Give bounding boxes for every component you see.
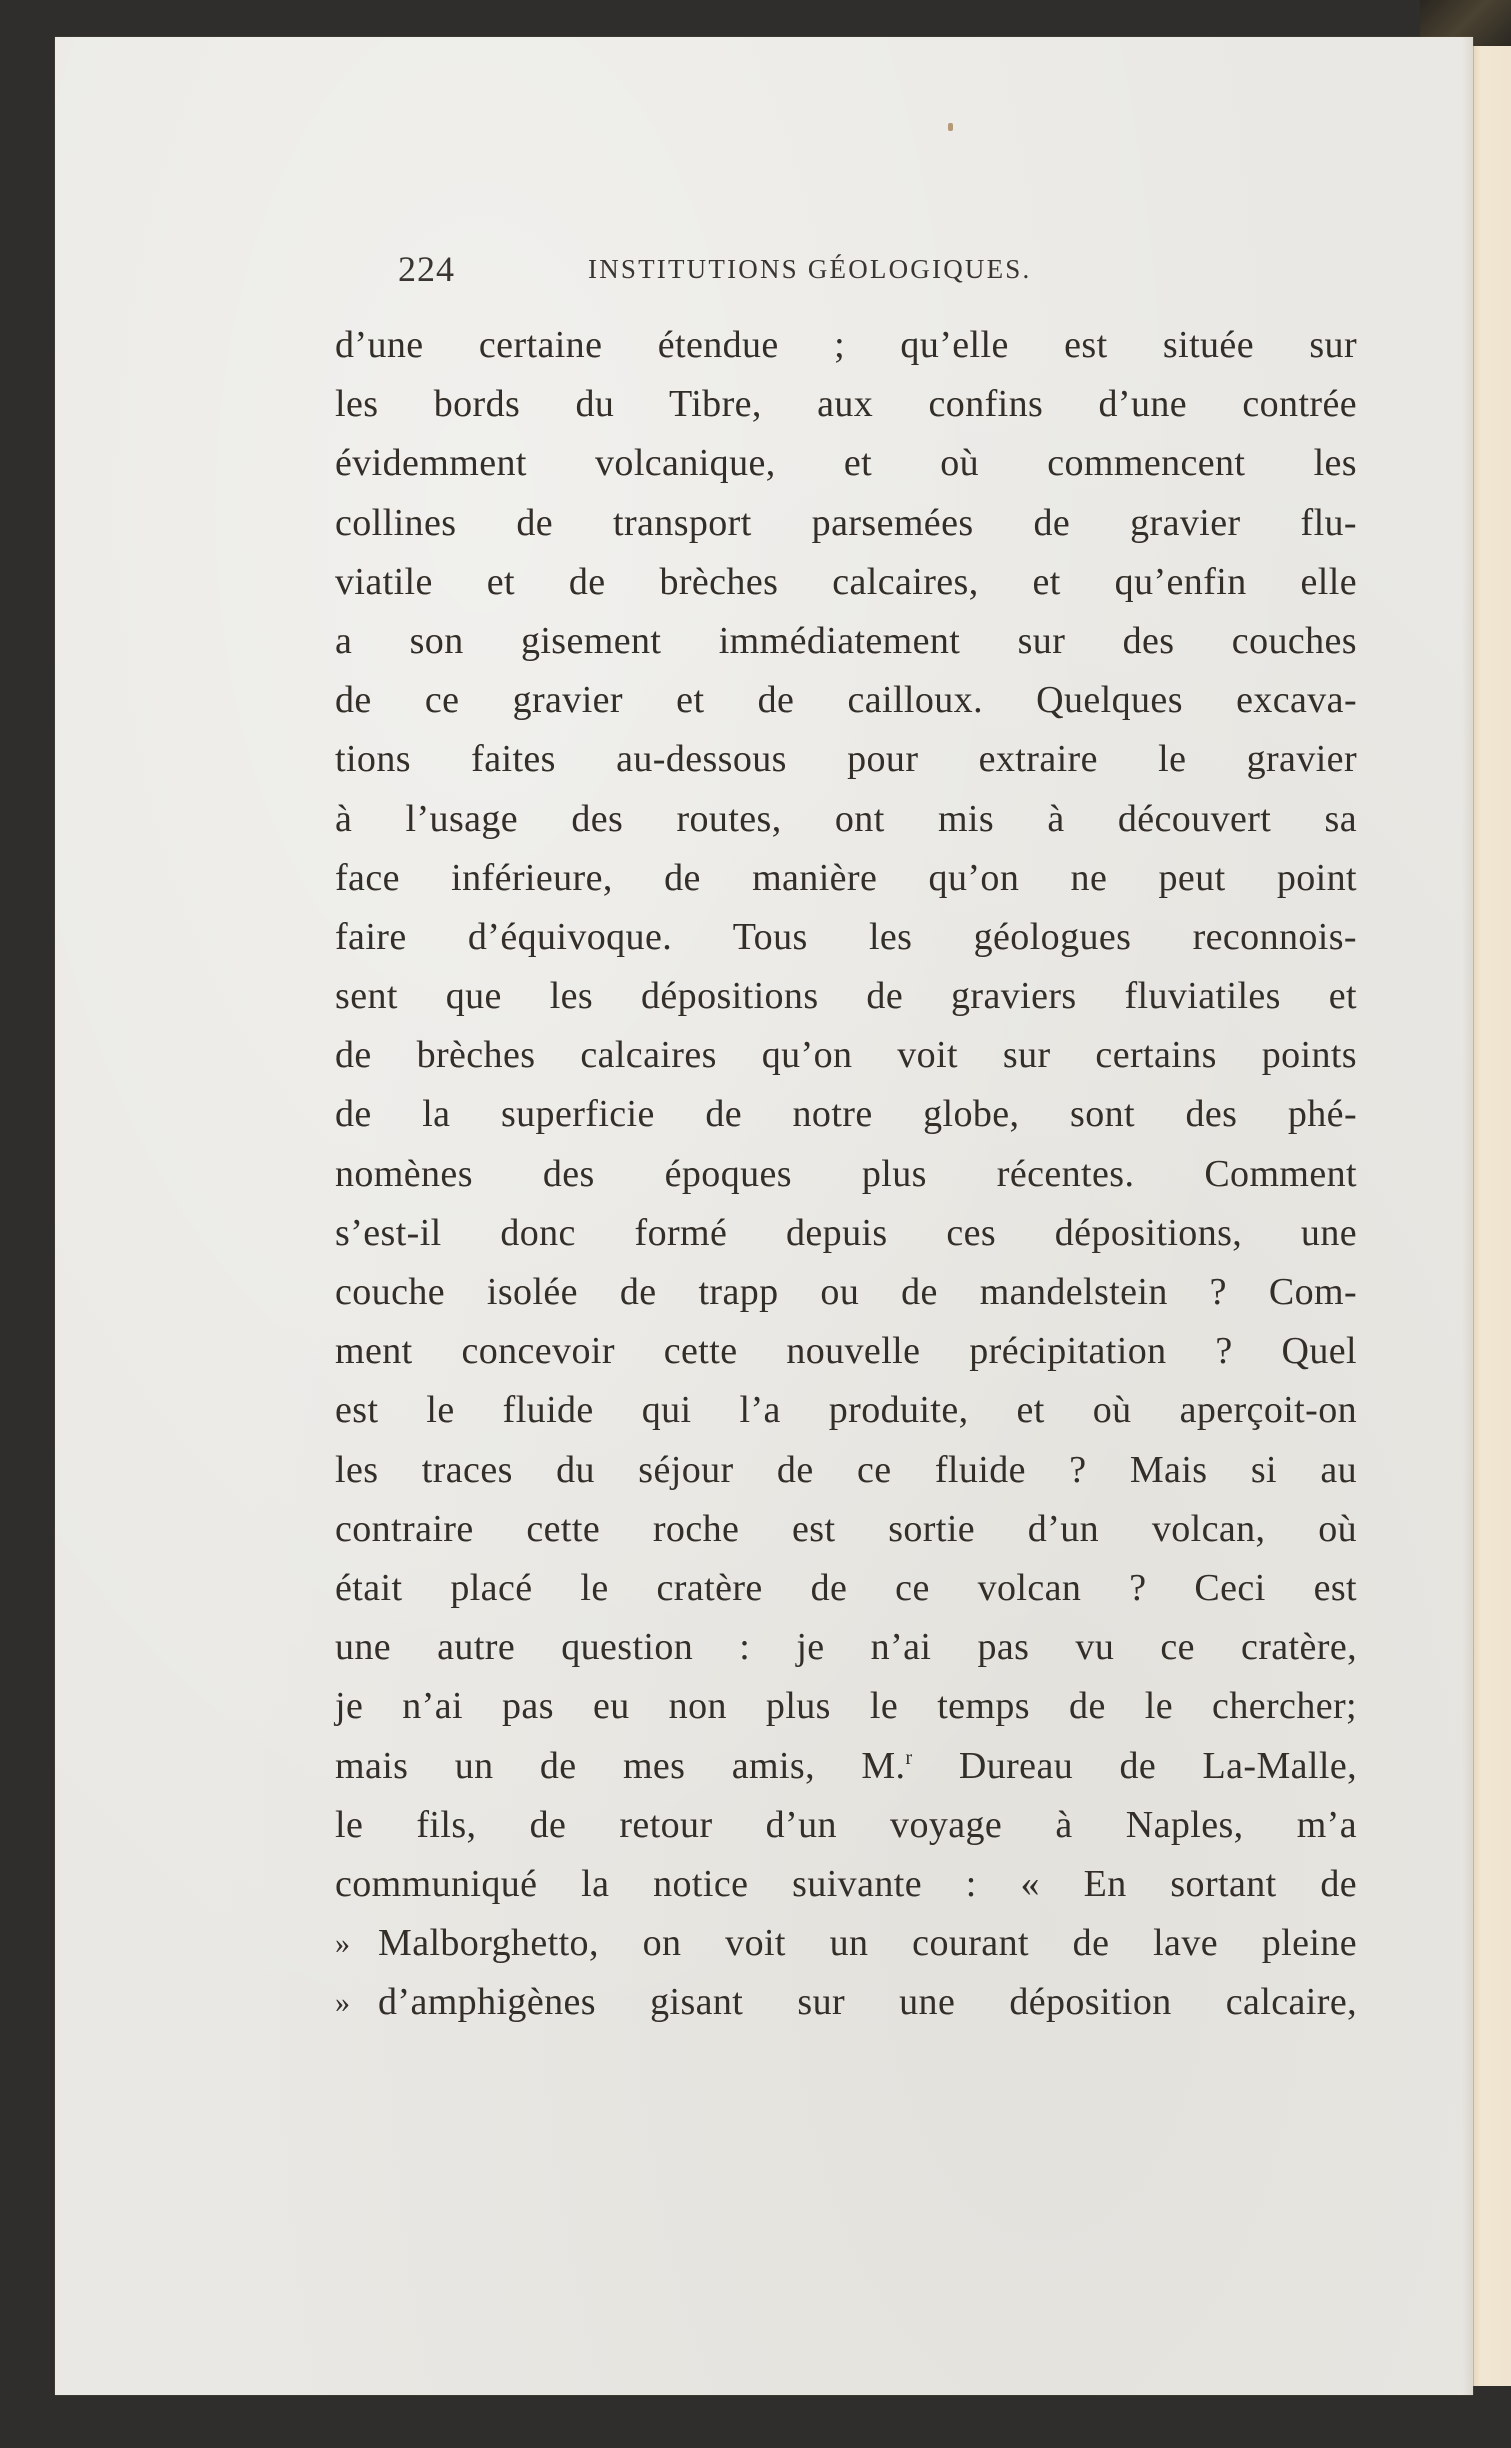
text-line: collines de transport parsemées de gravier flu- — [335, 501, 1357, 544]
text-line: sent que les dépositions de graviers fluviatiles et — [335, 975, 1357, 1018]
text-line: s’est-il donc formé depuis ces dépositions, une — [335, 1211, 1357, 1254]
text-line: les traces du séjour de ce fluide ? Mais si au — [335, 1448, 1357, 1491]
text-line: communiqué la notice suivante : « En sortant de — [335, 1862, 1357, 1905]
running-head — [398, 248, 1358, 292]
text-line: couche isolée de trapp ou de mandelstein ? Com- — [335, 1271, 1357, 1313]
line-text-after: Dureau de La-Malle, — [912, 1744, 1357, 1787]
text-line: tions faites au-dessous pour extraire le gravier — [335, 738, 1357, 781]
page-fold-shadow — [1462, 37, 1474, 2395]
text-line: viatile et de brèches calcaires, et qu’enfin elle — [335, 560, 1357, 603]
text-line: face inférieure, de manière qu’on ne peut point — [335, 856, 1357, 899]
running-title: INSTITUTIONS GÉOLOGIQUES. — [588, 254, 1032, 284]
text-line: une autre question : je n’ai pas vu ce cratère, — [335, 1626, 1357, 1669]
superscript-r: r — [905, 1746, 913, 1769]
text-line: était placé le cratère de ce volcan ? Ceci est — [335, 1566, 1357, 1609]
text-line: faire d’équivoque. Tous les géologues reconnois- — [335, 915, 1357, 958]
text-line: de brèches calcaires qu’on voit sur certains points — [335, 1034, 1357, 1077]
quote-mark: » — [335, 1927, 351, 1961]
text-line: de ce gravier et de cailloux. Quelques excava- — [335, 679, 1357, 722]
text-line: est le fluide qui l’a produite, et où aperçoit-on — [335, 1389, 1357, 1432]
text-line: a son gisement immédiatement sur des couches — [335, 619, 1357, 662]
line-text-before: mais un de mes amis, M. — [335, 1744, 906, 1787]
quoted-text-line: » d’amphigènes gisant sur une déposition calcaire, — [335, 1973, 1357, 2032]
text-line: je n’ai pas eu non plus le temps de le chercher; — [335, 1685, 1357, 1728]
page-number: 224 — [398, 249, 455, 289]
text-line: ment concevoir cette nouvelle précipitation ? Quel — [335, 1330, 1357, 1373]
text-line: contraire cette roche est sortie d’un volcan, où — [335, 1507, 1357, 1550]
text-line: évidemment volcanique, et où commencent les — [335, 442, 1357, 485]
text-line: à l’usage des routes, ont mis à découvert sa — [335, 797, 1357, 840]
text-line — [335, 1737, 1357, 1796]
facing-page-edge — [1473, 46, 1511, 2386]
text-line: les bords du Tibre, aux confins d’une contrée — [335, 383, 1357, 426]
quote-mark: » — [335, 1986, 351, 2020]
quoted-text-line: » Malborghetto, on voit un courant de lave pleine — [335, 1914, 1357, 1973]
text-line: de la superficie de notre globe, sont des phé- — [335, 1093, 1357, 1136]
text-line: nomènes des époques plus récentes. Comment — [335, 1152, 1357, 1195]
body-text — [335, 316, 1357, 2032]
text-line: d’une certaine étendue ; qu’elle est située sur — [335, 324, 1357, 366]
text-line: le fils, de retour d’un voyage à Naples, m’a — [335, 1803, 1357, 1846]
paper-speck — [948, 123, 953, 131]
